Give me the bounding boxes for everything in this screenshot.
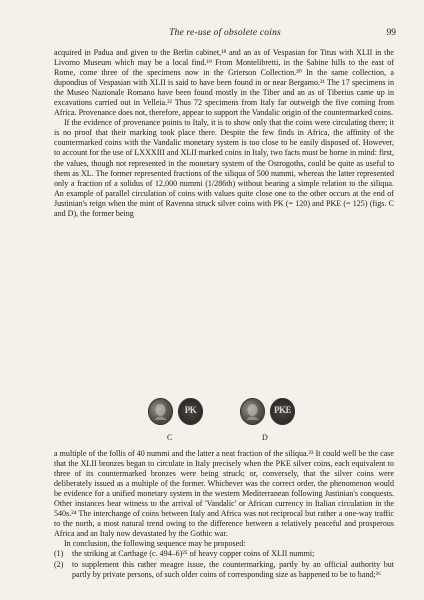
coin-figures bbox=[0, 398, 424, 448]
coin-d-reverse bbox=[270, 398, 295, 425]
running-header bbox=[54, 28, 396, 42]
list-item bbox=[54, 549, 394, 559]
running-title: The re-use of obsolete coins bbox=[169, 28, 281, 38]
coin-c-monogram: PK bbox=[184, 405, 197, 415]
text-block-lower bbox=[54, 449, 394, 580]
paragraph-unified-system: a multiple of the follis of 40 nummi and the latter a neat fraction of the siliqua.²³ It could well be the case that the XLII bronzes began to circulate in Italy precisely when the PKE silver coins, each equivalent to three of its countermarked bronzes were being struck; or, conversely, that the silver coins were deliberately issued as a multiple of the former. Whichever was the correct order, the phenomenon would be evidence for a unified monetary system in the western Mediterranean following Justinian's conquests. Other instances bear witness to the arrival of 'Vandalic' or African currency in Italian circulation in the 540s.²⁴ The interchange of coins between Italy and Africa was not reciprocal but rather a one-way traffic to the north, a most natural trend owing to the difference between a relatively peaceful and prosperous Africa and an Italy now devastated by the Gothic war. bbox=[54, 449, 394, 539]
paragraph-conclusion: In conclusion, the following sequence may be proposed: bbox=[64, 539, 246, 549]
figure-label-d: D bbox=[262, 433, 268, 442]
emperor-bust-icon bbox=[148, 398, 173, 425]
paragraph-circulation: If the evidence of provenance points to Italy, it is to show only that the coins were circulating there; it is no proof that their marking took place there. Despite the few finds in Africa, the affinity of the countermarked coins with the Vandalic monetary system is too close to be easily disposed of. However, to account for the use of LXXXIII and XLII marked coins in Italy, two facts must be borne in mind: first, the values, though not represented in the monetary system of the Ostrogoths, could be quite as useful to them as XL. The former represented fractions of the siliqua of 500 nummi, whereas the latter represented only a fraction of a solidus of 12,000 nummi (1/286th) without bearing a simple relation to the siliqua. An example of parallel circulation of coins with values quite close one to the other occurs at the end of Justinian's reign when the mint of Ravenna struck silver coins with PK (= 120) and PKE (= 125) (figs. C and D), the former being bbox=[54, 118, 394, 218]
page-number: 99 bbox=[386, 28, 396, 38]
coin-c-obverse bbox=[148, 398, 173, 425]
list-item-text: to supplement this rather meagre issue, the countermarking, partly by an official authority but partly by private persons, of such older coins of corresponding size as happened to be to hand;²⁶ bbox=[72, 559, 394, 579]
coin-d-obverse bbox=[240, 398, 265, 425]
list-item-number: (1) bbox=[54, 549, 64, 559]
emperor-bust-icon bbox=[240, 398, 265, 425]
figure-label-c: C bbox=[167, 433, 173, 442]
coin-d-monogram: PKE bbox=[273, 405, 291, 415]
paragraph-provenance: acquired in Padua and given to the Berlin cabinet,¹⁸ and an as of Vespasian for Titus with XLII in the Livorno Museum which may be a local find.¹⁹ From Montelibretti, in the Sabine hills to the east of Rome, come three of the specimens now in the Grierson Collection.²⁰ In the same collection, a dupondius of Vespasian with XLII is said to have been found in or near Bergamo.²¹ The 17 specimens in the Museo Nazionale Romano have been found mostly in the Tiber and an as of Tiberius came up in excavations carried out in Velleia.²² Thus 72 specimens from Italy far outweigh the five coming from Africa. Provenance does not, therefore, appear to support the Vandalic origin of the countermarked coins. bbox=[54, 48, 394, 118]
sequence-list bbox=[54, 549, 394, 579]
list-item-text: the striking at Carthage (c. 494–6)²⁵ of heavy copper coins of XLII nummi; bbox=[72, 549, 315, 559]
coin-c-reverse bbox=[178, 398, 203, 425]
text-block-upper bbox=[54, 48, 394, 219]
list-item-number: (2) bbox=[54, 559, 64, 569]
list-item bbox=[54, 560, 394, 580]
